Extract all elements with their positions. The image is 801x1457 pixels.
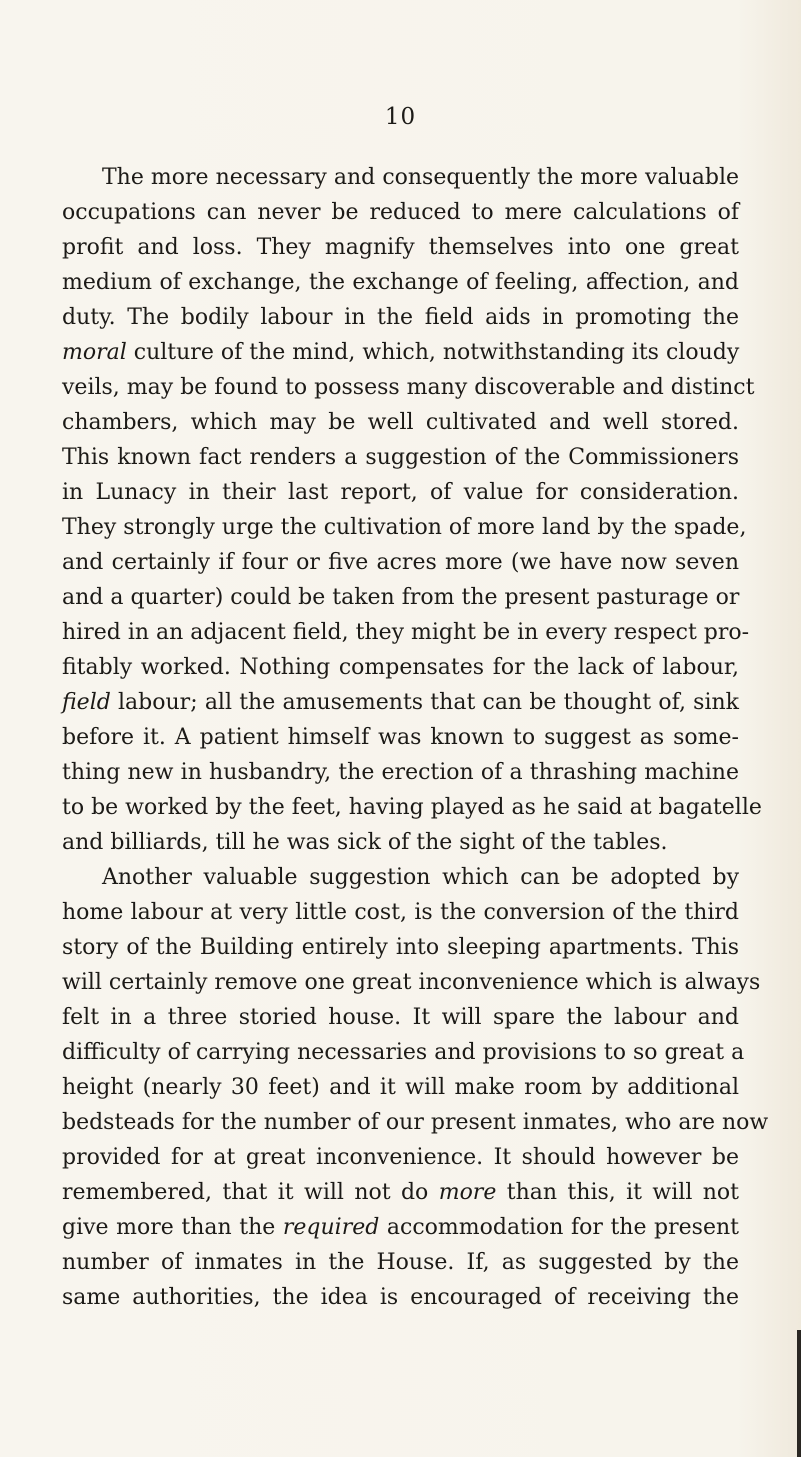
text-line: felt in a three storied house. It will spare the labour and — [62, 1005, 739, 1030]
text-segment: culture of the mind, which, notwithstanding its cloudy — [126, 340, 740, 365]
text-line: provided for at great inconvenience. It should however be — [62, 1145, 739, 1170]
text-line: in Lunacy in their last report, of value for consideration. — [62, 480, 739, 505]
text-line — [62, 1175, 739, 1210]
text-line: They strongly urge the cultivation of more land by the spade, — [62, 515, 747, 540]
text-line: occupations can never be reduced to mere calculations of — [62, 200, 739, 225]
text-line: height (nearly 30 feet) and it will make room by additional — [62, 1075, 739, 1100]
text-line — [62, 1210, 739, 1245]
text-line: medium of exchange, the exchange of feeling, affection, and — [62, 270, 739, 295]
text-line: fitably worked. Nothing compensates for the lack of labour, — [62, 655, 739, 680]
text-line — [62, 685, 739, 720]
text-line: difficulty of carrying necessaries and provisions to so great a — [62, 1040, 745, 1065]
page-edge-shadow — [797, 1330, 801, 1457]
italic-word: moral — [62, 340, 127, 365]
text-line: Another valuable suggestion which can be adopted by — [102, 865, 739, 890]
text-line: chambers, which may be well cultivated and well stored. — [62, 410, 739, 435]
paragraph-2 — [62, 860, 769, 1315]
text-line: duty. The bodily labour in the field aids in promoting the — [62, 305, 739, 330]
text-line: home labour at very little cost, is the conversion of the third — [62, 900, 739, 925]
text-line: before it. A patient himself was known to suggest as some- — [62, 725, 739, 750]
text-segment: than this, it will not — [496, 1180, 739, 1205]
italic-word: required — [282, 1215, 380, 1240]
text-line: veils, may be found to possess many discoverable and distinct — [62, 375, 755, 400]
text-line: thing new in husbandry, the erection of a thrashing machine — [62, 760, 739, 785]
text-line: This known fact renders a suggestion of the Commissioners — [62, 445, 739, 470]
text-segment: labour; all the amusements that can be thought of, sink — [110, 690, 739, 715]
text-line: and certainly if four or five acres more (we have now seven — [62, 550, 739, 575]
text-line: story of the Building entirely into sleeping apartments. This — [62, 935, 739, 960]
text-segment: give more than the — [62, 1215, 283, 1240]
text-segment: remembered, that it will not do — [62, 1180, 439, 1205]
italic-word: more — [438, 1180, 497, 1205]
text-line — [62, 335, 739, 370]
text-line: profit and loss. They magnify themselves into one great — [62, 235, 739, 260]
text-line: The more necessary and consequently the more valuable — [102, 165, 739, 190]
text-line: will certainly remove one great inconvenience which is always — [62, 970, 761, 995]
text-line: and a quarter) could be taken from the present pasturage or — [62, 585, 740, 610]
text-line: hired in an adjacent field, they might be in every respect pro- — [62, 620, 750, 645]
text-segment: accommodation for the present — [379, 1215, 739, 1240]
page-number: 10 — [384, 104, 417, 130]
text-line: number of inmates in the House. If, as suggested by the — [62, 1250, 739, 1275]
text-line: same authorities, the idea is encouraged of receiving the — [62, 1285, 739, 1310]
text-line: to be worked by the feet, having played as he said at bagatelle — [62, 795, 762, 820]
paragraph-1 — [62, 160, 762, 860]
text-line: bedsteads for the number of our present inmates, who are now — [62, 1110, 769, 1135]
italic-word: field — [62, 690, 111, 715]
text-line: and billiards, till he was sick of the sight of the tables. — [62, 830, 668, 855]
